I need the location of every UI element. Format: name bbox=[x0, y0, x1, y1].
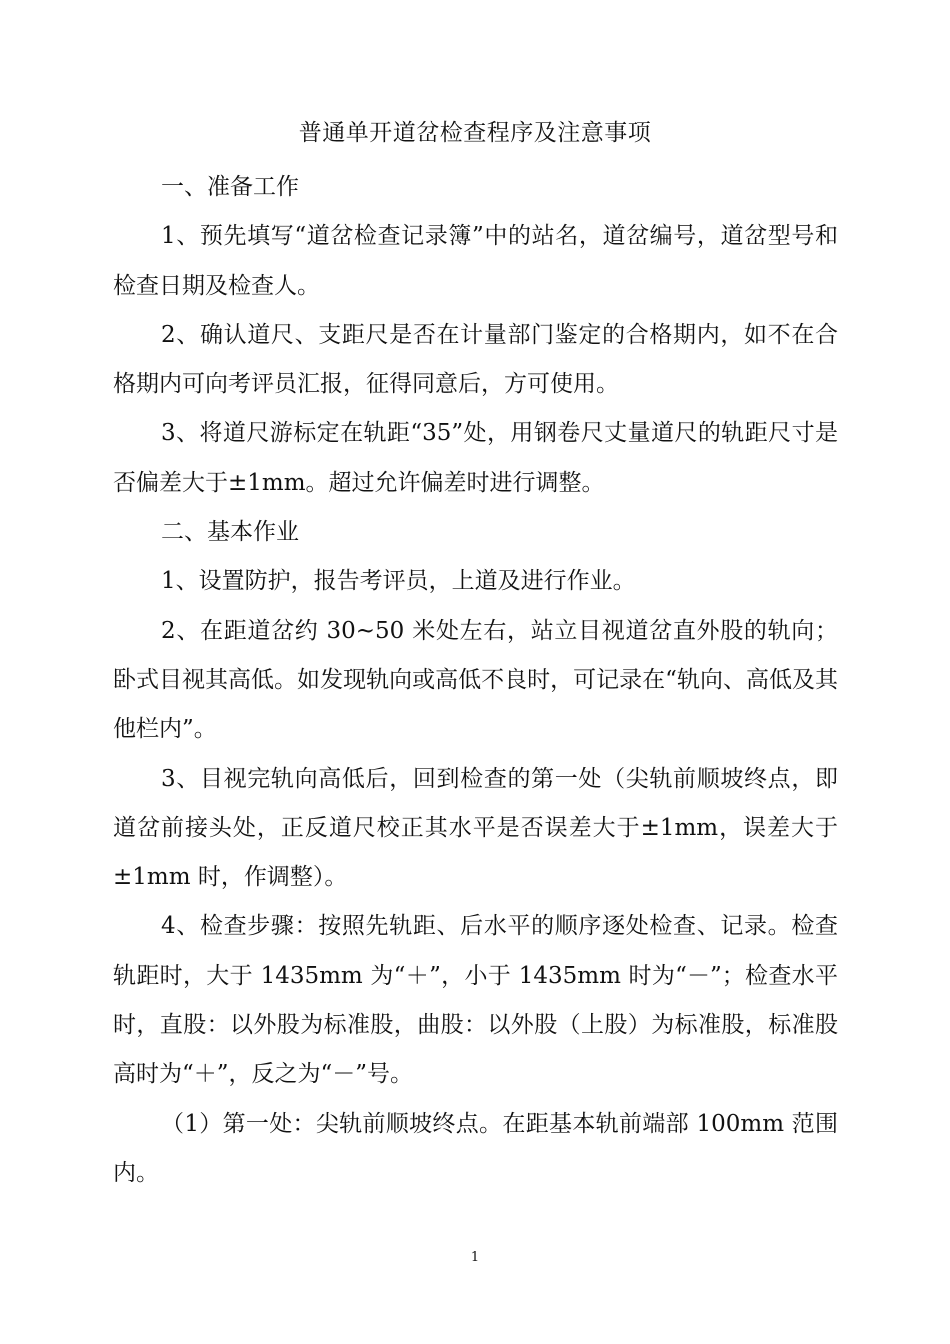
document-body bbox=[113, 163, 838, 1198]
section-heading-preparation: 一、准备工作 bbox=[161, 174, 299, 200]
page-number: 1 bbox=[470, 1250, 480, 1265]
paragraph: 3、目视完轨向高低后，回到检查的第一处（尖轨前顺坡终点，即道岔前接头处，正反道尺校正其水平是否误差大于±1mm，误差大于±1mm 时，作调整）。 bbox=[113, 765, 838, 891]
paragraph: 1、设置防护，报告考评员，上道及进行作业。 bbox=[161, 568, 636, 595]
paragraph: （1）第一处：尖轨前顺坡终点。在距基本轨前端部 100mm 范围内。 bbox=[113, 1110, 838, 1186]
paragraph: 1、预先填写“道岔检查记录簿”中的站名，道岔编号，道岔型号和检查日期及检查人。 bbox=[113, 223, 838, 299]
paragraph: 4、检查步骤：按照先轨距、后水平的顺序逐处检查、记录。检查轨距时，大于 1435mm 为“＋”，小于 1435mm 时为“－”；检查水平时，直股：以外股为标准股，曲股：以外股（上股）为标准股，标准股高时为“＋”，反之为“－”号。 bbox=[113, 913, 838, 1088]
section-heading-basic-work: 二、基本作业 bbox=[161, 519, 299, 546]
paragraph: 2、确认道尺、支距尺是否在计量部门鉴定的合格期内，如不在合格期内可向考评员汇报，征得同意后，方可使用。 bbox=[113, 321, 838, 398]
paragraph: 2、在距道岔约 30~50 米处左右，站立目视道岔直外股的轨向；卧式目视其高低。如发现轨向或高低不良时，可记录在“轨向、高低及其他栏内”。 bbox=[113, 617, 838, 743]
document-title: 普通单开道岔检查程序及注意事项 bbox=[298, 120, 652, 146]
paragraph: 3、将道尺游标定在轨距“35”处，用钢卷尺丈量道尺的轨距尺寸是否偏差大于±1mm。超过允许偏差时进行调整。 bbox=[113, 420, 838, 496]
